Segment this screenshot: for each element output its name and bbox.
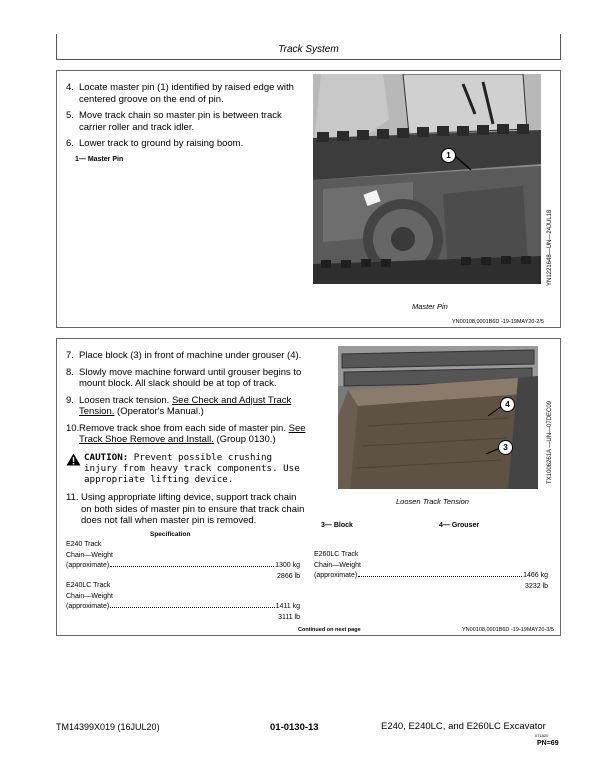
warning-triangle-icon <box>66 453 81 469</box>
section-title: Track System <box>278 44 339 55</box>
page-code: 01-0130-13 <box>270 722 319 733</box>
step-5: 5. Move track chain so master pin is between track carrier roller and track idler. <box>66 110 282 133</box>
step-4: 4. Locate master pin (1) identified by raised edge with centered groove on the end of pin. <box>66 82 294 105</box>
page-number: PN=69 <box>537 740 559 747</box>
footer-date-code: 071820 <box>535 733 549 738</box>
figure-caption-loosen-tension: Loosen Track Tension <box>396 497 469 506</box>
figure-id-master-pin: YN1221648—UN—24JUL18 <box>547 209 553 286</box>
master-pin-photo <box>313 74 541 284</box>
continued-note: Continued on next page <box>298 627 361 633</box>
ref-code-2: YN00108,0001B6D -19-19MAY20-3/5 <box>462 627 554 633</box>
legend-grouser: 4— Grouser <box>439 522 480 529</box>
steps-list-3 <box>66 492 306 532</box>
model-title: E240, E240LC, and E260LC Excavator <box>381 721 546 732</box>
step-6: 6. Lower track to ground by raising boom. <box>66 138 244 149</box>
step-10: 10. Remove track shoe from each side of master pin. See Track Shoe Remove and Install. (Group 0130.) <box>66 422 306 445</box>
caution-notice: CAUTION: Prevent possible crushing injury from heavy track components. Use appropriate lifting device. <box>66 452 316 485</box>
step-8: 8. Slowly move machine forward until grouser begins to mount block. All slack should be at top of track. <box>66 366 302 389</box>
step-9: 9. Loosen track tension. See Check and Adjust Track Tension. (Operator's Manual.) <box>66 394 292 417</box>
specification-heading: Specification <box>150 531 191 538</box>
callout-1: 1 <box>441 148 456 163</box>
figure-id-loosen-tension: TX1006261A —UN—07DEC09 <box>547 400 553 484</box>
steps-list-1 <box>66 82 306 155</box>
ref-code-1: YN00108,0001B6D -19-19MAY20-2/5 <box>452 319 544 325</box>
callout-4: 4 <box>500 397 515 412</box>
loosen-track-tension-photo <box>338 346 538 489</box>
legend-block: 3— Block <box>321 522 353 529</box>
figure-caption-master-pin: Master Pin <box>412 302 448 311</box>
step-11: 11. Using appropriate lifting device, support track chain on both sides of master pin to ensure that track chain does not fall when master pin is removed. <box>66 492 305 526</box>
manual-number: TM14399X019 (16JUL20) <box>56 722 160 732</box>
spec-e240lc: E240LC Track Chain—Weight (approximate) 1411 kg 3111 lb <box>66 582 300 621</box>
legend-master-pin: 1— Master Pin <box>75 156 124 163</box>
link-check-adjust-track-tension[interactable]: See Check and Adjust Track Tension. <box>79 394 292 417</box>
step-7: 7. Place block (3) in front of machine under grouser (4). <box>66 350 302 361</box>
page-header <box>56 34 561 60</box>
spec-e260lc: E260LC Track Chain—Weight (approximate) 1466 kg 3232 lb <box>314 551 548 590</box>
steps-list-2 <box>66 350 306 451</box>
link-track-shoe-remove-install[interactable]: See Track Shoe Remove and Install. <box>79 422 306 445</box>
spec-e240: E240 Track Chain—Weight (approximate) 1300 kg 2866 lb <box>66 541 300 580</box>
callout-3: 3 <box>498 440 513 455</box>
